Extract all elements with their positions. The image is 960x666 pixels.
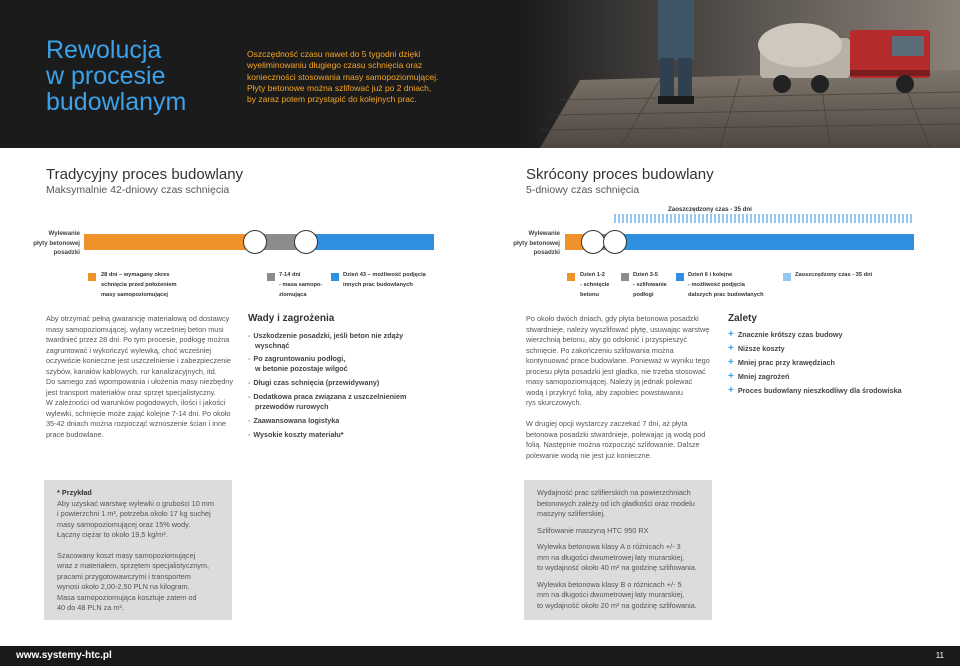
legend-item (279, 270, 322, 300)
legend-line: Dzień 43 – możliwość podjęcia (343, 272, 426, 278)
text-line: wodą i przykryć folią, aby zapobiec powstawaniu (526, 387, 683, 397)
text-line: to wydajność około 20 m² na godzinę szlifowania. (537, 600, 697, 610)
advantages-title: Zalety (728, 313, 757, 324)
dash-icon: - (248, 378, 251, 387)
text-line: rys skurczowych. (526, 398, 582, 407)
example-heading: * Przykład (57, 488, 92, 497)
plus-icon: + (728, 343, 734, 354)
legend-ticks-swatch (783, 273, 791, 281)
text-line: W zależności od warunków pogodowych, ilości i jakości (46, 398, 226, 407)
footer (0, 646, 960, 666)
dash-icon: - (248, 354, 251, 363)
legend-line: masy samopoziomującej (101, 292, 169, 298)
hero-text-line: wyeliminowaniu długiego czasu schnięcia oraz (247, 60, 423, 71)
risk-line: wyschnąć (255, 341, 290, 350)
text-line: wynosi około 2,00-2,50 PLN na kilogram. (57, 582, 190, 591)
text-line: twardnieć przez 28 dni. Po tym procesie, podłogę można (46, 335, 230, 344)
risk-item (248, 416, 339, 426)
text-line: wraz z materiałem, sprzętem specjalistycznym, (57, 561, 210, 570)
text-line: stwardnieje, należy wyszlifować płytę, usuwając warstwę (526, 324, 710, 334)
text-line: kontynuować prace budowlane. Ponieważ w wyniku tego (526, 356, 710, 365)
legend-line: schnięcia przed położeniem (101, 282, 177, 288)
legend-line: Zaoszczędzony czas - 35 dni (795, 272, 873, 278)
timeline-label-line: płyty betonowej (33, 239, 80, 247)
text-line: Do samego zaś wpompowania i ułożenia masy niezbędny (46, 377, 233, 386)
legend-item (633, 270, 667, 300)
plus-icon: + (728, 371, 734, 382)
legend-line: - schnięcie (580, 282, 610, 288)
risk-line: przewodów rurowych (255, 402, 329, 411)
dash-icon: - (248, 331, 251, 340)
text-line: Masa samopoziomująca kosztuje zatem od (57, 592, 197, 602)
hero-title-line: w procesie (46, 62, 166, 90)
left-section-subtitle: Maksymalnie 42-dniowy czas schnięcia (46, 184, 230, 196)
risk-line: Wysokie koszty materiału* (253, 430, 344, 439)
hero-text-line: by zaraz potem przystąpić do kolejnych prac. (247, 94, 417, 105)
website-link[interactable]: www.systemy-htc.pl (16, 650, 112, 661)
traditional-process-text (46, 314, 246, 440)
plus-icon: + (728, 385, 734, 396)
text-line: 35-42 dniach można rozpocząć wznoszenie ścian i inne (46, 419, 227, 428)
bar-further-works (615, 234, 914, 250)
text-line: to wydajność około 40 m² na godzinę szlifowania. (537, 563, 697, 572)
right-timeline-label (500, 229, 560, 258)
risk-item (248, 378, 379, 388)
text-line: Wydajność prac szlifierskich na powierzchniach (537, 488, 691, 497)
legend-line: dalszych prac budowlanych (688, 292, 764, 298)
hero-title-line: budowlanym (46, 88, 187, 116)
risk-item (248, 392, 406, 412)
timeline-label-line: posadzki (53, 249, 80, 256)
risk-item (248, 354, 348, 374)
text-line: jest transport materiałów oraz sprzęt specjalistyczny. (46, 387, 216, 397)
hero-text (247, 49, 487, 105)
text-line: betonowych zależy od ich gładkości oraz modelu (537, 498, 695, 508)
text-line: Aby otrzymać pełną gwarancję materiałową od dostawcy (46, 314, 230, 323)
bar-further-works (306, 234, 434, 250)
text-line: polewanie wodą nie jest już konieczne. (526, 450, 652, 460)
risk-line: Zaawansowana logistyka (253, 416, 340, 425)
advantage-item (728, 330, 843, 340)
milestone-marker (603, 230, 627, 254)
milestone-marker (581, 230, 605, 254)
legend-line: ziomująca (279, 292, 307, 298)
advantage-label: Znacznie krótszy czas budowy (737, 330, 843, 339)
legend-swatch (88, 273, 96, 281)
legend-swatch (567, 273, 575, 281)
legend-swatch (331, 273, 339, 281)
legend-line: - masa samopo- (279, 282, 323, 288)
text-line: betonowa posadzki stwardnieje, polewając ją wodą pod (526, 429, 706, 439)
text-line: zagruntować i wykończyć wylewką, choć wcześniej (46, 345, 212, 355)
hero-text-line: Płyty betonowe można szlifować już po 2 dniach, (247, 82, 432, 93)
legend-line: 28 dni – wymagany okres (101, 272, 170, 278)
risk-line: Dodatkowa praca związana z uszczelnieniem (253, 392, 407, 401)
text-line: pracami przygotowawczymi i transportem (57, 571, 191, 581)
legend-swatch (621, 273, 629, 281)
text-line: folią. Następnie można rozpocząć szlifowanie. Dalsze (526, 440, 700, 449)
text-line: Aby uzyskać warstwę wylewki o grubości 10 mm (57, 498, 214, 508)
advantage-item (728, 386, 902, 396)
hero-title-line: Rewolucja (46, 36, 162, 64)
text-line: maszyny szlifierskiej. (537, 509, 606, 518)
timeline-label-line: posadzki (533, 249, 560, 256)
text-line: prace budowlane. (46, 429, 104, 439)
saved-time-label: Zaoszczędzony czas - 35 dni (668, 206, 752, 213)
text-line: szybów, kanałów kablowych, rur kanalizacyjnych, itd. (46, 366, 217, 376)
advantage-label: Mniej zagrożeń (737, 372, 790, 381)
advantage-label: Proces budowlany nieszkodliwy dla środowiska (737, 386, 902, 395)
dash-icon: - (248, 392, 251, 401)
advantage-item (728, 372, 789, 382)
legend-line: podłogi (633, 292, 654, 298)
bar-drying-28-days (84, 234, 255, 250)
right-section-title: Skrócony proces budowlany (526, 166, 714, 183)
risk-item (248, 430, 344, 440)
risk-line: Uszkodzenie posadzki, jeśli beton nie zdąży (253, 331, 404, 340)
text-line: procesu płyta posadzki jest gładka, nie trzeba stosować (526, 366, 706, 376)
left-section-title: Tradycyjny proces budowlany (46, 166, 244, 183)
text-line: oczywiście konieczne jest uszczelnienie i zabezpieczenie (46, 356, 231, 365)
shortened-process-text (526, 314, 721, 409)
legend-item (688, 270, 764, 300)
legend-item (795, 270, 872, 280)
legend-line: Dzień 3-5 (633, 272, 658, 278)
legend-swatch (267, 273, 275, 281)
text-line: masy samopoziomującej, wylany wcześniej beton musi (46, 324, 224, 334)
text-line: wylewki, schnięcie może zająć kolejne 7-14 dni. Po około (46, 408, 231, 418)
text-line: Wylewka betonowa klasy B o różnicach +/- 5 (537, 579, 682, 589)
milestone-marker (243, 230, 267, 254)
text-line: 40 do 48 PLN za m². (57, 603, 124, 612)
legend-line: 7-14 dni (279, 272, 301, 278)
milestone-marker (294, 230, 318, 254)
left-timeline-label (20, 229, 80, 258)
legend-item (580, 270, 609, 300)
plus-icon: + (728, 329, 734, 340)
risk-line: Długi czas schnięcia (przewidywany) (253, 378, 380, 387)
construction-photo (520, 0, 960, 148)
legend-line: betonu (580, 292, 599, 298)
advantage-label: Niższe koszty (737, 344, 785, 353)
legend-line: - szlifowanie (633, 282, 667, 288)
second-option-text (526, 419, 721, 461)
hero-title (46, 37, 246, 115)
text-line: Po około dwóch dniach, gdy płyta betonowa posadzki (526, 314, 699, 323)
text-line: wierzchnią betonu, aby go odsłonić i przyspieszyć (526, 335, 688, 344)
text-line: Łączny ciężar to około 19,5 kg/m². (57, 530, 168, 539)
legend-item (101, 270, 177, 300)
advantage-item (728, 344, 785, 354)
text-line: Szacowany koszt masy samopoziomującej (57, 550, 196, 560)
hero-banner (0, 0, 960, 148)
dash-icon: - (248, 416, 251, 425)
right-section-subtitle: 5-dniowy czas schnięcia (526, 184, 640, 196)
text-line: masy samopoziomującej. Należy ją jednak polewać (526, 377, 693, 386)
page-number: 11 (935, 651, 944, 660)
advantage-label: Mniej prac przy krawędziach (737, 358, 835, 367)
legend-line: Dzień 1-2 (580, 272, 605, 278)
hero-text-line: Oszczędność czasu nawet do 5 tygodni dzięki (247, 49, 421, 59)
timeline-label-line: Wylewanie (48, 230, 80, 237)
legend-item (343, 270, 426, 290)
hero-text-line: konieczności stosowania masy samopoziomującej. (247, 71, 439, 82)
text-line: Wylewka betonowa klasy A o różnicach +/- 3 (537, 542, 681, 551)
plus-icon: + (728, 357, 734, 368)
timeline-label-line: płyty betonowej (513, 239, 560, 247)
grinding-box-content (537, 488, 712, 611)
text-line: masy samopoziomującej oraz 15% wody. (57, 519, 191, 529)
text-line: W drugiej opcji wystarczy zaczekać 7 dni, aż płyta (526, 419, 688, 428)
timeline-label-line: Wylewanie (528, 230, 560, 237)
text-line: schnięcie. Po zakończeniu szlifowania można (526, 345, 674, 355)
example-box-content (57, 488, 227, 614)
text-line: Szlifowanie maszyną HTC 950 RX (537, 525, 649, 535)
legend-line: - możliwość podjęcia (688, 282, 745, 288)
text-line: mm na długości dwumetrowej łaty murarskiej, (537, 552, 685, 562)
risk-line: w betonie pozostaje wilgoć (255, 364, 348, 373)
legend-swatch (676, 273, 684, 281)
text-line: mm na długości dwumetrowej łaty murarskiej, (537, 590, 685, 599)
dash-icon: - (248, 430, 251, 439)
text-line: i powierzchni 1 m², potrzeba około 17 kg suchej (57, 509, 211, 518)
advantage-item (728, 358, 835, 368)
risk-line: Po zagruntowaniu podłogi, (253, 354, 346, 363)
saved-time-ticks (614, 214, 914, 224)
legend-line: Dzień 6 i kolejne (688, 272, 733, 278)
risks-title: Wady i zagrożenia (248, 313, 335, 324)
risk-item (248, 331, 403, 351)
legend-line: innych prac budowlanych (343, 282, 413, 288)
